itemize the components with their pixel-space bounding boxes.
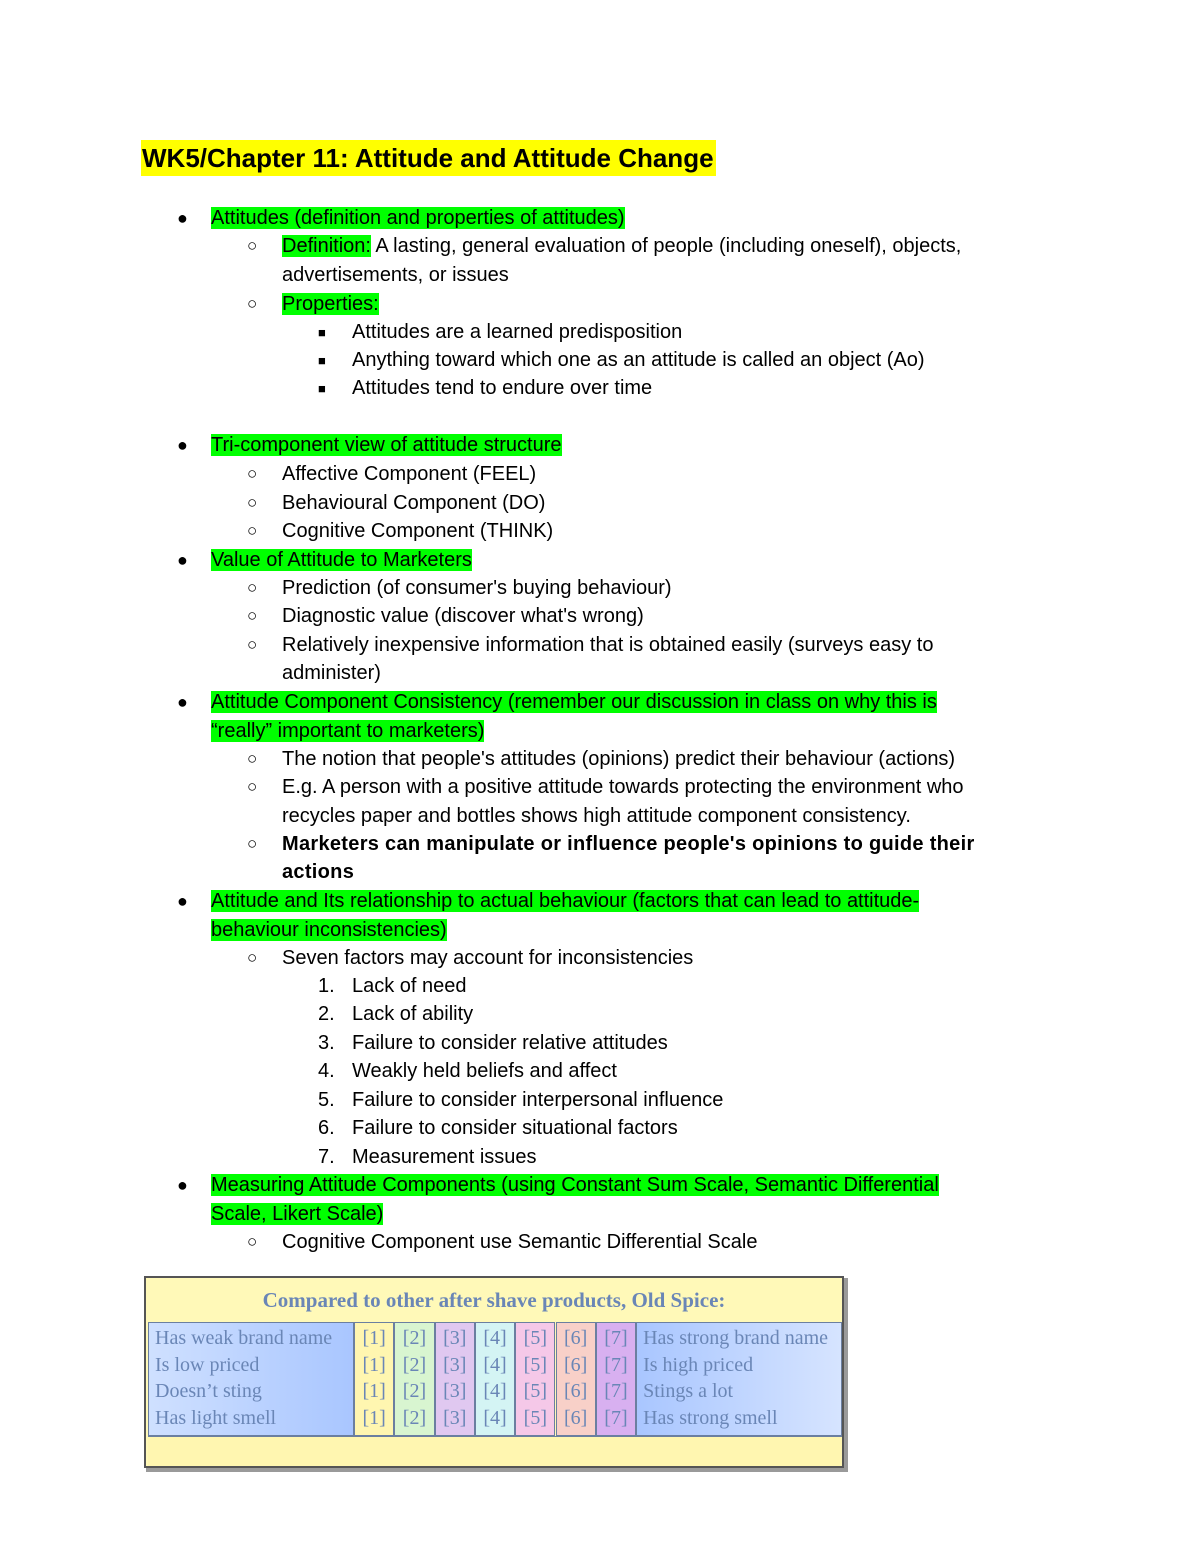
- scale-point: [7]: [604, 1380, 628, 1402]
- scale-point: [2]: [402, 1380, 427, 1402]
- factor-item: Lack of ability: [352, 1003, 474, 1025]
- scale-right-labels: [636, 1322, 842, 1436]
- scale-point: [5]: [523, 1327, 547, 1349]
- list-item: Behavioural Component (DO): [282, 492, 546, 514]
- square-bullet-icon: ■: [318, 353, 326, 368]
- scale-point-column: [435, 1322, 475, 1436]
- factor-item: Failure to consider relative attitudes: [352, 1032, 668, 1054]
- scale-point-column: [354, 1322, 394, 1436]
- definition-line-2: advertisements, or issues: [282, 264, 509, 286]
- scale-point: [6]: [563, 1406, 588, 1429]
- list-item-bold-continued: actions: [282, 861, 355, 883]
- scale-point-column: [394, 1322, 434, 1436]
- section-heading-relationship-2: behaviour inconsistencies): [211, 919, 447, 941]
- list-item: Cognitive Component (THINK): [282, 520, 554, 542]
- scale-point: [4]: [483, 1327, 507, 1349]
- factor-number: 7.: [318, 1146, 335, 1168]
- scale-point: [6]: [563, 1353, 588, 1376]
- circle-bullet-icon: ○: [247, 578, 258, 597]
- scale-point: [5]: [523, 1380, 547, 1402]
- factor-number: 2.: [318, 1003, 335, 1025]
- circle-bullet-icon: ○: [247, 464, 258, 483]
- list-item-bold: Marketers can manipulate or influence people's opinions to guide their: [282, 833, 975, 855]
- section-heading-relationship: Attitude and Its relationship to actual behaviour (factors that can lead to attitude-: [211, 890, 920, 912]
- circle-bullet-icon: ○: [247, 294, 258, 313]
- factor-number: 5.: [318, 1089, 335, 1111]
- bullet-icon: ●: [177, 891, 188, 911]
- scale-point: [1]: [362, 1380, 386, 1402]
- factor-item: Measurement issues: [352, 1146, 537, 1168]
- section-heading-value: Value of Attitude to Marketers: [211, 549, 472, 571]
- section-heading-consistency: Attitude Component Consistency (remember our discussion in class on why this is: [211, 691, 937, 713]
- scale-point: [5]: [523, 1353, 547, 1376]
- figure-footer: [148, 1436, 842, 1467]
- scale-point: [4]: [483, 1406, 507, 1429]
- square-bullet-icon: ■: [318, 381, 326, 396]
- scale-point: [7]: [604, 1353, 628, 1376]
- scale-left-label: Has weak brand name: [155, 1327, 333, 1349]
- property-item: Attitudes are a learned predisposition: [352, 321, 683, 343]
- list-item: Relatively inexpensive information that is obtained easily (surveys easy to: [282, 634, 934, 656]
- section-heading-measuring-2: Scale, Likert Scale): [211, 1203, 384, 1225]
- circle-bullet-icon: ○: [247, 236, 258, 255]
- circle-bullet-icon: ○: [247, 777, 258, 796]
- circle-bullet-icon: ○: [247, 493, 258, 512]
- semantic-differential-figure: [144, 1276, 844, 1468]
- scale-point: [2]: [402, 1353, 427, 1376]
- circle-bullet-icon: ○: [247, 1232, 258, 1251]
- circle-bullet-icon: ○: [247, 521, 258, 540]
- section-heading-attitudes: Attitudes (definition and properties of attitudes): [211, 207, 625, 229]
- scale-right-label: Stings a lot: [643, 1380, 734, 1402]
- definition-line: Definition: A lasting, general evaluation of people (including oneself), objects,: [282, 235, 962, 257]
- scale-left-label: Is low priced: [155, 1353, 260, 1376]
- circle-bullet-icon: ○: [247, 635, 258, 654]
- scale-point: [7]: [604, 1327, 628, 1349]
- scale-point: [3]: [443, 1380, 467, 1402]
- factor-number: 3.: [318, 1032, 335, 1054]
- scale-right-label: Is high priced: [643, 1353, 754, 1376]
- property-item: Attitudes tend to endure over time: [352, 377, 653, 399]
- scale-point: [3]: [443, 1353, 467, 1376]
- scale-point-column: [475, 1322, 515, 1436]
- factor-number: 1.: [318, 975, 335, 997]
- page-title: WK5/Chapter 11: Attitude and Attitude Change: [141, 140, 716, 176]
- circle-bullet-icon: ○: [247, 606, 258, 625]
- factor-item: Failure to consider situational factors: [352, 1117, 678, 1139]
- scale-left-labels: [148, 1322, 354, 1436]
- scale-point-column: [515, 1322, 555, 1436]
- properties-label: Properties:: [282, 293, 379, 315]
- bullet-icon: ●: [177, 208, 188, 228]
- bullet-icon: ●: [177, 435, 188, 455]
- circle-bullet-icon: ○: [247, 948, 258, 967]
- scale-point: [2]: [402, 1406, 427, 1429]
- square-bullet-icon: ■: [318, 325, 326, 340]
- scale-point-column: [596, 1322, 636, 1436]
- factor-number: 4.: [318, 1060, 335, 1082]
- scale-point: [6]: [563, 1327, 588, 1349]
- figure-title: Compared to other after shave products, Old Spice:: [262, 1288, 726, 1312]
- scale-point: [4]: [483, 1353, 507, 1376]
- scale-point: [1]: [362, 1353, 386, 1376]
- bullet-icon: ●: [177, 692, 188, 712]
- bullet-icon: ●: [177, 1175, 188, 1195]
- list-item: Prediction (of consumer's buying behaviour): [282, 577, 672, 599]
- list-item-continued: recycles paper and bottles shows high attitude component consistency.: [282, 805, 911, 827]
- bullet-icon: ●: [177, 550, 188, 570]
- scale-point: [5]: [523, 1406, 547, 1429]
- factor-item: Failure to consider interpersonal influence: [352, 1089, 724, 1111]
- scale-left-label: Has light smell: [155, 1406, 277, 1429]
- scale-point: [1]: [362, 1406, 386, 1429]
- scale-point-column: [556, 1322, 596, 1436]
- scale-point: [1]: [362, 1327, 386, 1349]
- scale-point: [3]: [443, 1406, 467, 1429]
- section-heading-consistency-2: “really” important to marketers): [211, 720, 485, 742]
- scale-right-label: Has strong brand name: [643, 1327, 829, 1349]
- list-item: Cognitive Component use Semantic Differential Scale: [282, 1231, 758, 1253]
- scale-point: [3]: [443, 1327, 467, 1349]
- scale-point: [4]: [483, 1380, 507, 1402]
- factor-item: Weakly held beliefs and affect: [352, 1060, 617, 1082]
- list-item: The notion that people's attitudes (opinions) predict their behaviour (actions): [282, 748, 956, 770]
- scale-point: [2]: [402, 1327, 427, 1349]
- list-item: Diagnostic value (discover what's wrong): [282, 605, 644, 627]
- circle-bullet-icon: ○: [247, 834, 258, 853]
- factor-item: Lack of need: [352, 975, 467, 997]
- scale-right-label: Has strong smell: [643, 1406, 778, 1429]
- scale-point: [7]: [604, 1406, 628, 1429]
- scale-point: [6]: [563, 1380, 588, 1402]
- list-item: Seven factors may account for inconsistencies: [282, 947, 694, 969]
- factor-number: 6.: [318, 1117, 335, 1139]
- scale-left-label: Doesn’t sting: [155, 1380, 262, 1402]
- list-item-continued: administer): [282, 662, 381, 684]
- circle-bullet-icon: ○: [247, 749, 258, 768]
- section-heading-measuring: Measuring Attitude Components (using Constant Sum Scale, Semantic Differential: [211, 1174, 939, 1196]
- list-item: Affective Component (FEEL): [282, 463, 537, 485]
- property-item: Anything toward which one as an attitude is called an object (Ao): [352, 349, 925, 371]
- section-heading-tricomponent: Tri-component view of attitude structure: [211, 434, 562, 456]
- list-item: E.g. A person with a positive attitude towards protecting the environment who: [282, 776, 964, 798]
